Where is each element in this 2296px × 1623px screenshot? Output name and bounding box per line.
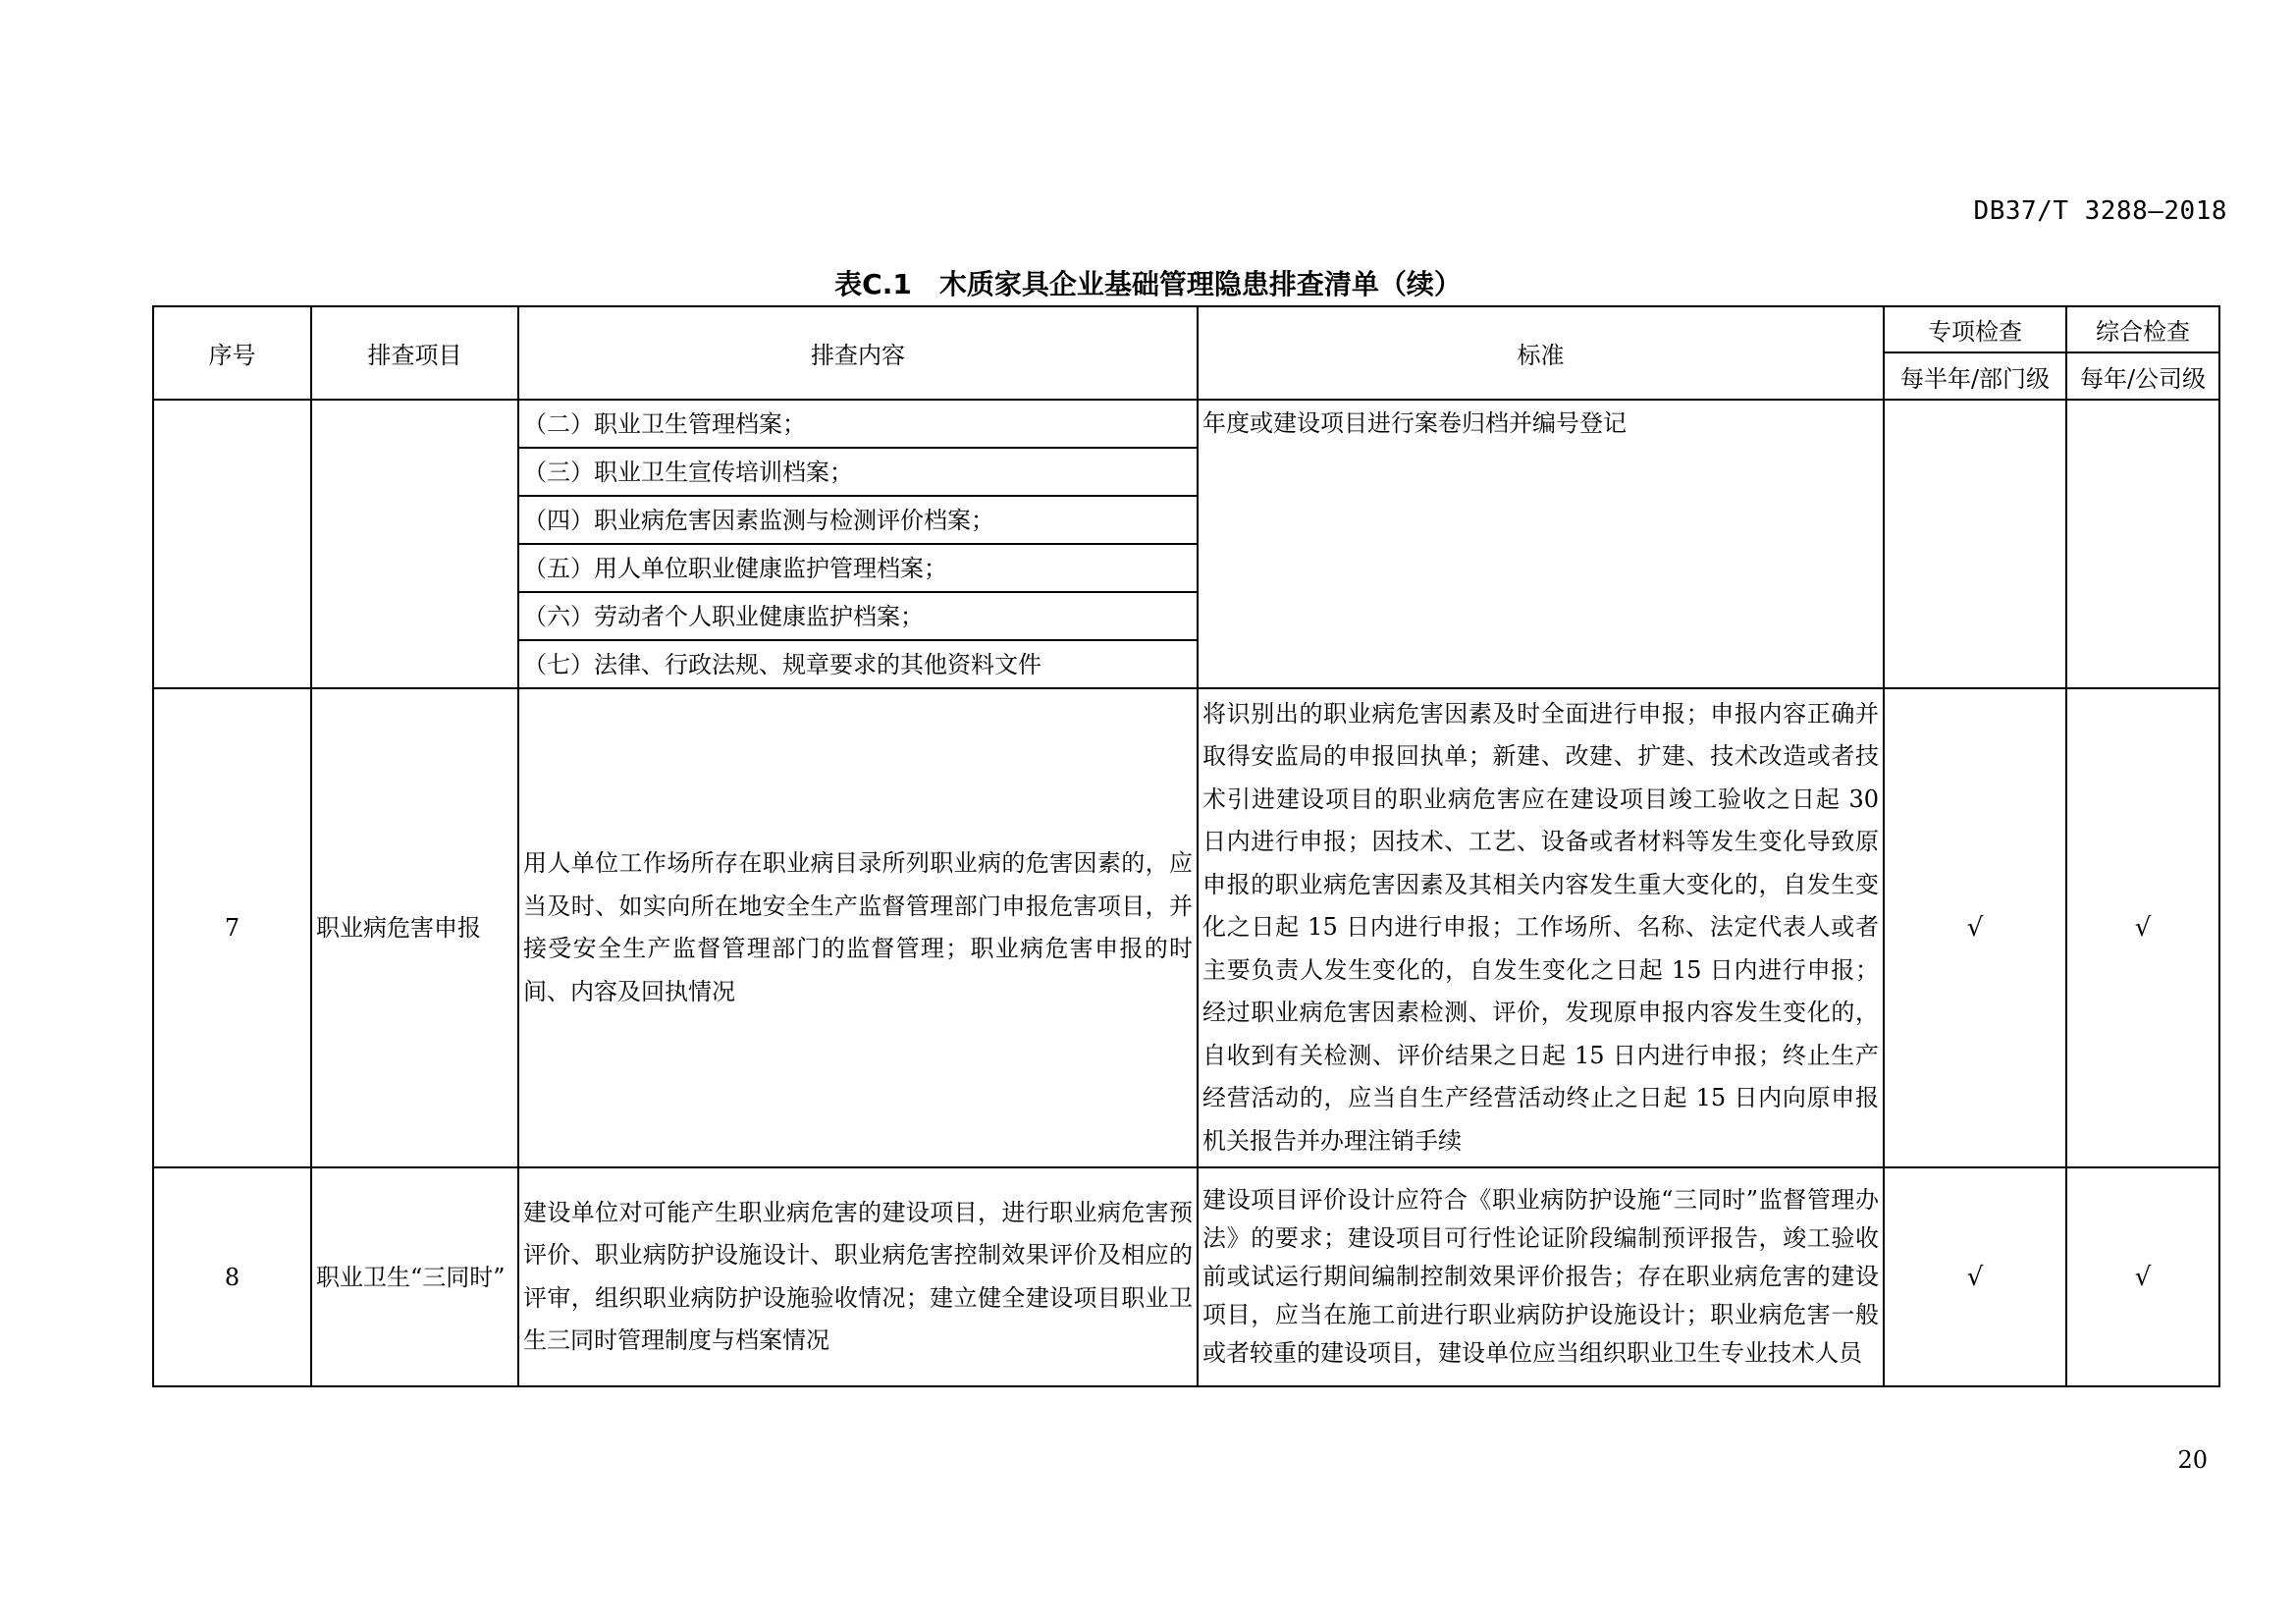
row-content-text: 建设单位对可能产生职业病危害的建设项目，进行职业病危害预评价、职业病防护设施设计、职业病危害控制效果评价及相应的评审，组织职业病防护设施验收情况；建立健全建设项目职业卫生三同时管理制度与档案情况 [523,1198,1193,1354]
row-content-text: 用人单位工作场所存在职业病目录所列职业病的危害因素的，应当及时、如实向所在地安全生产监督管理部门申报危害项目，并接受安全生产监督管理部门的监督管理；职业病危害申报的时间、内容及回执情况 [523,849,1193,1005]
row-seq: 8 [153,1167,311,1386]
row-standard-text: 将识别出的职业病危害因素及时全面进行申报；申报内容正确并取得安监局的申报回执单；新建、改建、扩建、技术改造或者技术引进建设项目的职业病危害应在建设项目竣工验收之日起 30 日内进行申报；因技术、工艺、设备或者材料等发生变化导致原申报的职业病危害因素及其相关内容发生重大变化的，自发生变化之日起 15 日内进行申报；工作场所、名称、法定代表人或者主要负责人发生变化的，自发生变化之日起 15 日内进行申报；经过职业病危害因素检测、评价，发现原申报内容发生变化的，自收到有关检测、评价结果之日起 15 日内进行申报；终止生产经营活动的，应当自生产经营活动终止之日起 15 日内向原申报机关报告并办理注销手续 [1202,699,1879,1155]
continued-special-cell [1884,400,2066,688]
continued-seq-cell [153,400,311,688]
content-item: （三）职业卫生宣传培训档案； [518,448,1198,496]
content-item: （二）职业卫生管理档案； [518,400,1198,448]
continued-comprehensive-cell [2066,400,2219,688]
row-content [518,1167,1198,1386]
content-item: （七）法律、行政法规、规章要求的其他资料文件 [518,640,1198,688]
header-content: 排查内容 [518,306,1198,400]
inspection-table [152,305,2220,1387]
row-special-check-mark: √ [1884,1167,2066,1386]
page-number: 20 [2177,1446,2208,1474]
header-comprehensive-frequency: 每年/公司级 [2066,352,2219,400]
document-code: DB37/T 3288—2018 [1973,196,2227,226]
continued-standard-cell: 年度或建设项目进行案卷归档并编号登记 [1198,400,1884,688]
row-special-check-mark: √ [1884,688,2066,1167]
table-row [153,1167,2219,1386]
row-standard [1198,1167,1884,1386]
content-item: （四）职业病危害因素监测与检测评价档案； [518,496,1198,544]
content-item: （六）劳动者个人职业健康监护档案； [518,592,1198,640]
header-special-frequency: 每半年/部门级 [1884,352,2066,400]
header-row-1 [153,306,2219,352]
row-seq: 7 [153,688,311,1167]
row-content [518,688,1198,1167]
row-item: 职业病危害申报 [311,688,518,1167]
row-standard-text: 建设项目评价设计应符合《职业病防护设施“三同时”监督管理办法》的要求；建设项目可行性论证阶段编制预评报告，竣工验收前或试运行期间编制控制效果评价报告；存在职业病危害的建设项目，应当在施工前进行职业病防护设施设计；职业病危害一般或者较重的建设项目，建设单位应当组织职业卫生专业技术人员 [1202,1186,1879,1367]
content-item: （五）用人单位职业健康监护管理档案； [518,544,1198,592]
row-item: 职业卫生“三同时” [311,1167,518,1386]
table-row [153,400,2219,448]
header-standard: 标准 [1198,306,1884,400]
table-row [153,688,2219,1167]
row-standard [1198,688,1884,1167]
row-comprehensive-check-mark: √ [2066,1167,2219,1386]
continued-item-cell [311,400,518,688]
header-seq: 序号 [153,306,311,400]
header-comprehensive-check: 综合检查 [2066,306,2219,352]
header-special-check: 专项检查 [1884,306,2066,352]
header-item: 排查项目 [311,306,518,400]
table-title: 表C.1 木质家具企业基础管理隐患排查清单（续） [834,268,1462,300]
row-comprehensive-check-mark: √ [2066,688,2219,1167]
